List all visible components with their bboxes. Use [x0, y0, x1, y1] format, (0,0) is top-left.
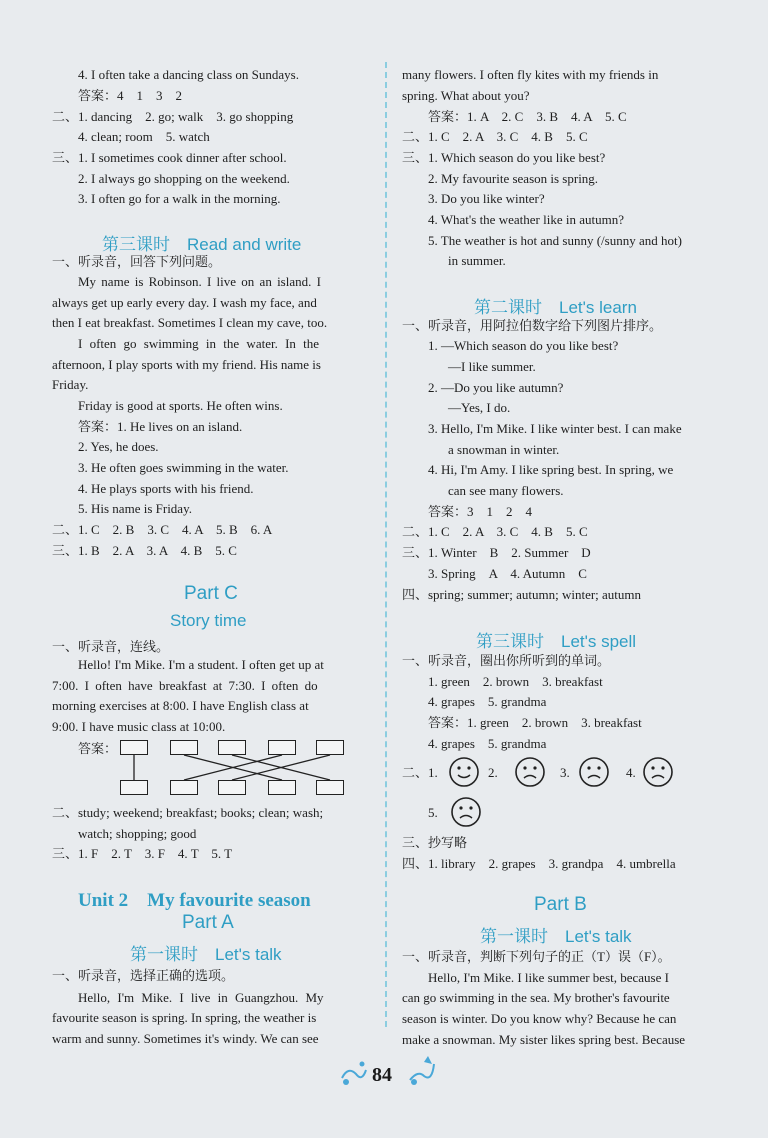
part-a-heading: Part A [182, 912, 234, 933]
text-line: then I eat breakfast. Sometimes I clean my cave, too. [52, 315, 328, 330]
answer-line: 答案：1. He lives on an island. [78, 419, 243, 434]
text-line: 1. green 2. brown 3. breakfast [428, 674, 603, 689]
answer-line: 答案：1. A 2. C 3. B 4. A 5. C [428, 109, 627, 124]
text-line: 4. Hi, I'm Amy. I like spring best. In spring, we [428, 462, 674, 477]
instruction-line: 一、听录音，连线。 [52, 639, 170, 654]
answer-line: in summer. [448, 253, 506, 268]
answer-line: 3. Do you like winter? [428, 191, 545, 206]
answer-line: 2. My favourite season is spring. [428, 171, 599, 186]
music-note-decoration [338, 1056, 370, 1090]
lets-talk-heading: 第一课时 Let's talk [130, 945, 282, 964]
face-label-4: 4. [626, 765, 636, 780]
answer-line: 答案：1. green 2. brown 3. breakfast [428, 715, 642, 730]
answer-line: 答案：4 1 3 2 [78, 88, 183, 103]
text-line: 三、1. I sometimes cook dinner after school. [52, 150, 287, 165]
text-line: 7:00. I often have breakfast at 7:30. I often do [52, 678, 318, 693]
part-b-heading: Part B [534, 894, 587, 915]
unit-heading: Unit 2 My favourite season [78, 890, 311, 911]
answer-line: 二、1. C 2. B 3. C 4. A 5. B 6. A [52, 522, 273, 537]
text-line: Friday is good at sports. He often wins. [78, 398, 283, 413]
text-line: Friday. [52, 377, 89, 392]
part-c-heading: Part C [184, 583, 238, 604]
instruction-line: 一、听录音，用阿拉伯数字给下列图片排序。 [402, 318, 663, 333]
answer-line: 二、study; weekend; breakfast; books; clean; wash; [52, 805, 324, 820]
story-time-heading: Story time [170, 611, 247, 630]
smiley-face-icon [448, 756, 480, 788]
text-line: 4. grapes 5. grandma [428, 694, 547, 709]
text-line: I often go swimming in the water. In the [78, 336, 320, 351]
answer-line: 4. What's the weather like in autumn? [428, 212, 624, 227]
answer-label: 答案： [78, 741, 118, 756]
text-line: favourite season is spring. In spring, the weather is [52, 1010, 317, 1025]
lets-talk-heading: 第一课时 Let's talk [480, 927, 632, 946]
text-line: Hello, I'm Mike. I like summer best, because I [428, 970, 669, 985]
answer-line: watch; shopping; good [78, 826, 197, 841]
instruction-line: 一、听录音，回答下列问题。 [52, 254, 222, 269]
text-line: My name is Robinson. I live on an island. I [78, 274, 321, 289]
answer-line: 4. He plays sports with his friend. [78, 481, 254, 496]
text-line: warm and sunny. Sometimes it's windy. We can see [52, 1031, 319, 1046]
text-line: can see many flowers. [448, 483, 564, 498]
text-line: many flowers. I often fly kites with my friends in [402, 67, 659, 82]
text-line: morning exercises at 8:00. I have English class at [52, 698, 309, 713]
text-line: 3. I often go for a walk in the morning. [78, 191, 281, 206]
face-label-2: 2. [488, 765, 498, 780]
instruction-line: 一、听录音，判断下列句子的正（T）误（F）。 [402, 949, 671, 964]
text-line: 二、1. dancing 2. go; walk 3. go shopping [52, 109, 294, 124]
text-line: —I like summer. [448, 359, 536, 374]
sad-face-icon [642, 756, 674, 788]
text-line: —Yes, I do. [448, 400, 511, 415]
text-line: 9:00. I have music class at 10:00. [52, 719, 226, 734]
text-line: 4. I often take a dancing class on Sundays. [78, 67, 299, 82]
answer-line: 三、抄写略 [402, 835, 468, 850]
face-label-3: 3. [560, 765, 570, 780]
answer-line: 2. Yes, he does. [78, 439, 159, 454]
text-line: 3. Hello, I'm Mike. I like winter best. I can make [428, 421, 682, 436]
text-line: 2. I always go shopping on the weekend. [78, 171, 290, 186]
instruction-line: 一、听录音，圈出你所听到的单词。 [402, 653, 611, 668]
section-heading-read-and-write: 第三课时 Read and write [102, 235, 302, 254]
column-divider [385, 62, 387, 1027]
answer-line: 四、1. library 2. grapes 3. grandpa 4. umbrella [402, 856, 676, 871]
text-line: 2. —Do you like autumn? [428, 380, 564, 395]
text-line: 1. —Which season do you like best? [428, 338, 619, 353]
sad-face-icon [450, 796, 482, 828]
face-label-5: 5. [428, 805, 438, 820]
text-line: make a snowman. My sister likes spring best. Because [402, 1032, 686, 1047]
answer-line: 5. His name is Friday. [78, 501, 192, 516]
section-heading-lets-learn: 第二课时 Let's learn [474, 298, 637, 317]
answer-line: 5. The weather is hot and sunny (/sunny and hot) [428, 233, 682, 248]
text-line: a snowman in winter. [448, 442, 560, 457]
answer-line: 二、1. C 2. A 3. C 4. B 5. C [402, 524, 588, 539]
text-line: can go swimming in the sea. My brother's favourite [402, 990, 670, 1005]
answer-line: 三、1. Which season do you like best? [402, 150, 606, 165]
answer-line: 三、1. F 2. T 3. F 4. T 5. T [52, 846, 233, 861]
answer-line: 二、1. C 2. A 3. C 4. B 5. C [402, 129, 588, 144]
text-line: season is winter. Do you know why? Because he can [402, 1011, 677, 1026]
answer-line: 3. Spring A 4. Autumn C [428, 566, 587, 581]
text-line: afternoon, I play sports with my friend. His name is [52, 357, 321, 372]
text-line: spring. What about you? [402, 88, 530, 103]
matching-diagram [114, 740, 354, 796]
instruction-line: 一、听录音，选择正确的选项。 [52, 968, 235, 983]
section-heading-lets-spell: 第三课时 Let's spell [476, 632, 637, 651]
answer-line: 答案：3 1 2 4 [428, 504, 533, 519]
sad-face-icon [514, 756, 546, 788]
music-note-decoration [404, 1052, 438, 1088]
text-line: 4. clean; room 5. watch [78, 129, 210, 144]
answer-line: 四、spring; summer; autumn; winter; autumn [402, 587, 642, 602]
text-line: Hello! I'm Mike. I'm a student. I often get up at [78, 657, 324, 672]
answer-line: 4. grapes 5. grandma [428, 736, 547, 751]
answer-line: 三、1. B 2. A 3. A 4. B 5. C [52, 543, 237, 558]
answer-line: 三、1. Winter B 2. Summer D [402, 545, 591, 560]
text-line: always get up early every day. I wash my face, and [52, 295, 317, 310]
sad-face-icon [578, 756, 610, 788]
matching-lines [114, 740, 354, 796]
text-line: Hello, I'm Mike. I live in Guangzhou. My [78, 990, 324, 1005]
answer-line: 3. He often goes swimming in the water. [78, 460, 289, 475]
page-number: 84 [372, 1064, 392, 1086]
face-label-1: 二、1. [402, 765, 438, 780]
